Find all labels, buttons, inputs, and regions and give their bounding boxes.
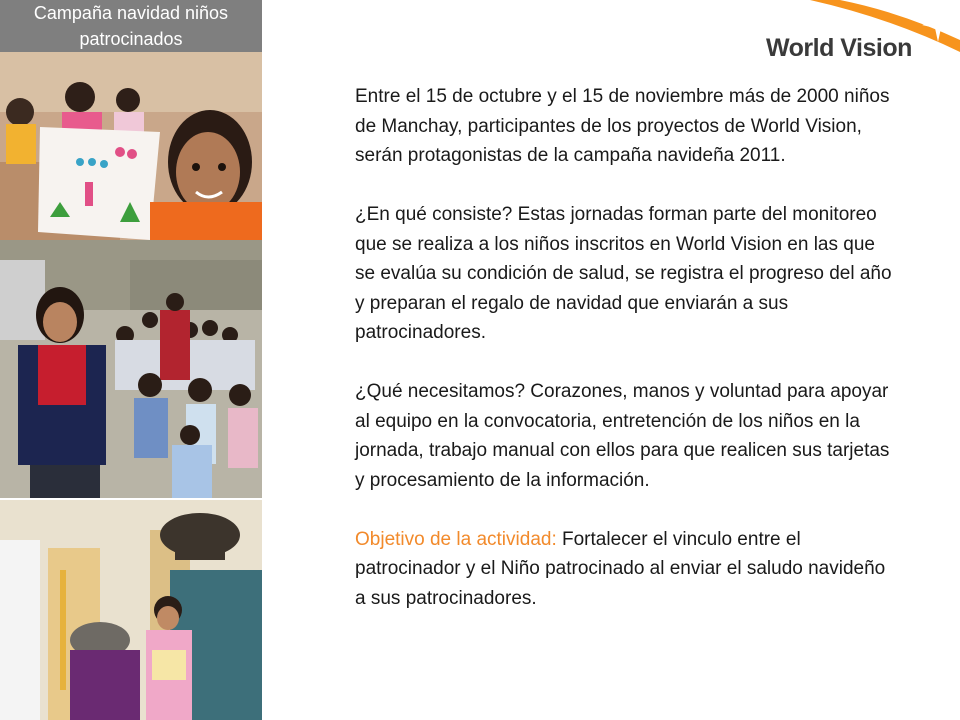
photo-girl-with-drawing bbox=[0, 52, 262, 240]
objective-text: Fortalecer el vinculo entre el patrocinador y el Niño patrocinado al enviar el saludo navideño a sus patrocinadores. bbox=[355, 528, 886, 609]
slide-title: Campaña navidad niños patrocinados bbox=[0, 0, 262, 52]
photo-column bbox=[0, 0, 262, 720]
paragraph-que-necesitamos: ¿Qué necesitamos? Corazones, manos y voluntad para apoyar al equipo en la convocatoria, entretención de los niños en la jornada, trabajo manual con ellos para que realicen sus tarjetas y procesamiento de la información. bbox=[355, 381, 890, 491]
photo-children-walking bbox=[0, 240, 262, 498]
paragraph-objective bbox=[355, 525, 895, 614]
objective-label: Objetivo de la actividad: bbox=[355, 528, 557, 550]
body-text bbox=[355, 82, 895, 643]
photo-measuring-child bbox=[0, 500, 262, 720]
logo-text: World Vision bbox=[766, 34, 912, 62]
paragraph-en-que-consiste: ¿En qué consiste? Estas jornadas forman parte del monitoreo que se realiza a los niños inscritos en World Vision en las que se evalúa su condición de salud, se registra el progreso del año y preparan el regalo de navidad que enviarán a sus patrocinadores. bbox=[355, 204, 892, 343]
paragraph-intro: Entre el 15 de octubre y el 15 de noviembre más de 2000 niños de Manchay, participantes de los proyectos de World Vision, serán protagonistas de la campaña navideña 2011. bbox=[355, 86, 890, 166]
world-vision-logo bbox=[740, 0, 960, 90]
